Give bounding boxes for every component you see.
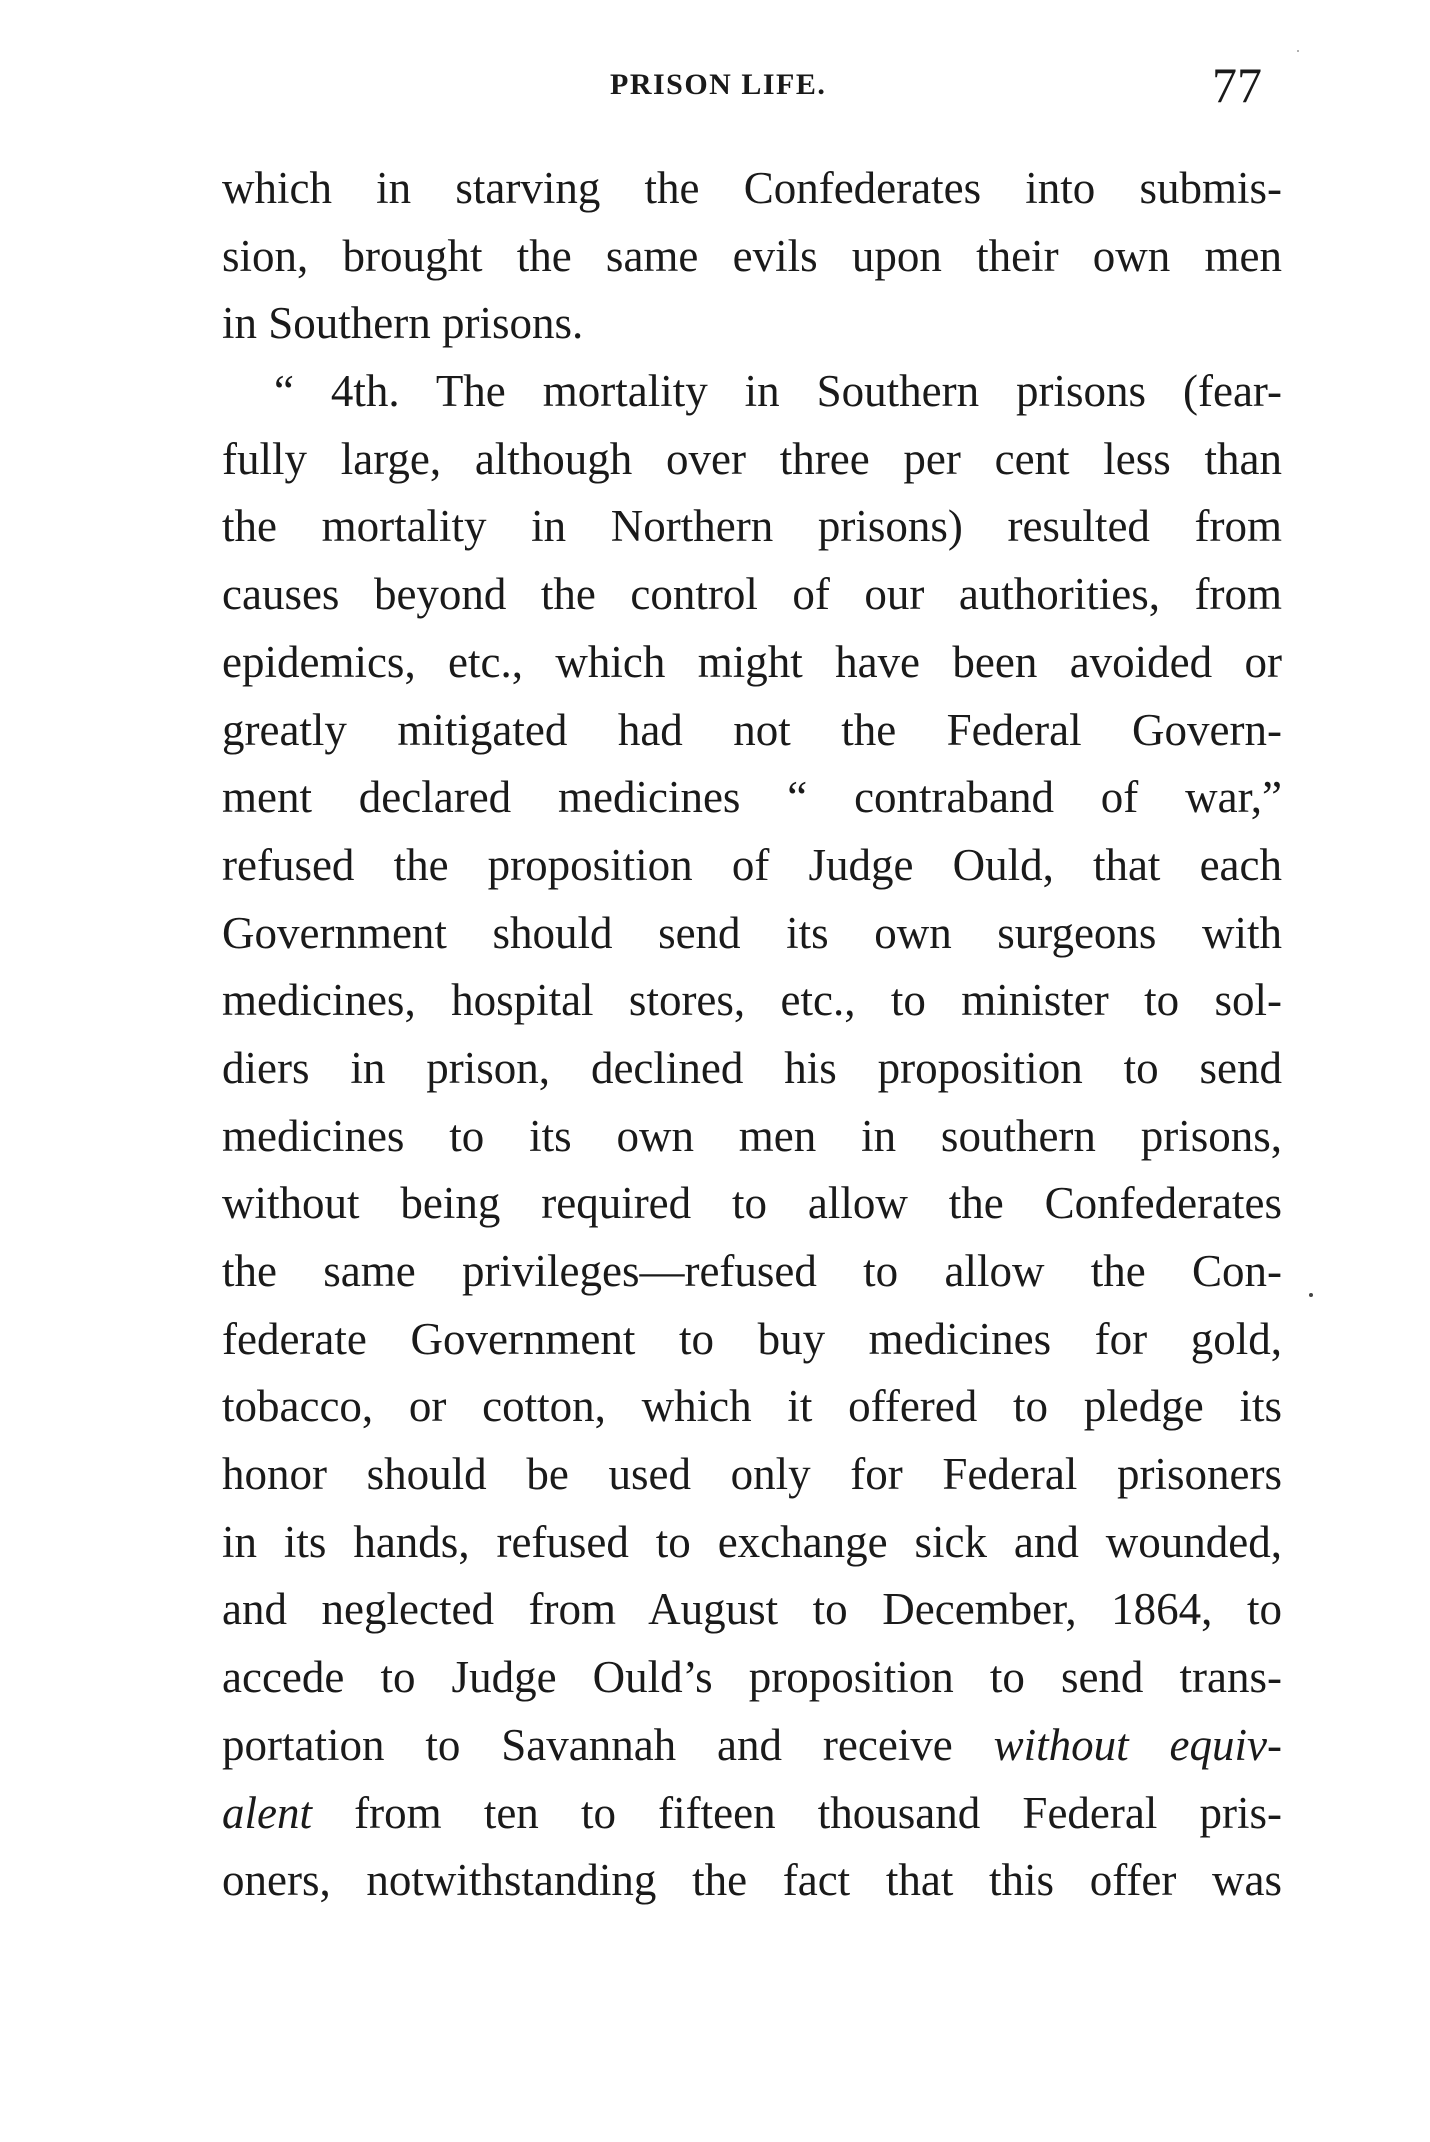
page-number: 77	[1212, 57, 1262, 113]
text-line: sion, brought the same evils upon their own men	[222, 230, 1282, 281]
text-line: causes beyond the control of our authorities, from	[222, 569, 1282, 620]
text-line: the mortality in Northern prisons) resulted from	[222, 501, 1282, 552]
text-segment: portation to Savannah and receive	[222, 1719, 953, 1770]
text-line: the same privileges—refused to allow the Con-	[222, 1246, 1282, 1296]
text-line: tobacco, or cotton, which it offered to pledge its	[222, 1381, 1282, 1432]
text-line: medicines to its own men in southern prisons,	[222, 1110, 1282, 1161]
text-line: federate Government to buy medicines for gold,	[222, 1313, 1282, 1364]
text-line: refused the proposition of Judge Ould, that each	[222, 839, 1282, 890]
text-line: without being required to allow the Confederates	[222, 1178, 1282, 1229]
text-line: in Southern prisons.	[222, 298, 584, 349]
italic-segment: alent	[222, 1787, 312, 1838]
text-line: which in starving the Confederates into submis-	[222, 163, 1282, 213]
margin-speck	[1309, 1293, 1313, 1297]
text-line: epidemics, etc., which might have been avoided or	[222, 636, 1282, 687]
text-line: Government should send its own surgeons with	[222, 907, 1282, 958]
margin-speck	[1297, 50, 1299, 52]
text-line: greatly mitigated had not the Federal Govern-	[222, 704, 1282, 755]
text-line: medicines, hospital stores, etc., to minister to sol-	[222, 975, 1282, 1026]
text-line: and neglected from August to December, 1864, to	[222, 1584, 1282, 1635]
text-line: ment declared medicines “ contraband of war,”	[222, 772, 1282, 823]
text-line: honor should be used only for Federal prisoners	[222, 1449, 1282, 1500]
text-segment: from ten to fifteen thousand Federal pris-	[354, 1787, 1283, 1838]
text-line: accede to Judge Ould’s proposition to send trans-	[222, 1652, 1282, 1703]
text-line: oners, notwithstanding the fact that this offer was	[222, 1855, 1282, 1906]
text-line: diers in prison, declined his proposition to send	[222, 1042, 1282, 1093]
text-line-with-italic	[222, 1712, 1282, 1780]
italic-segment: without equiv-	[993, 1719, 1282, 1770]
text-line: fully large, although over three per cent less than	[222, 433, 1282, 484]
body-text	[222, 155, 1282, 1915]
running-title: PRISON LIFE.	[610, 68, 827, 101]
text-line: “ 4th. The mortality in Southern prisons (fear-	[274, 366, 1282, 417]
text-line: in its hands, refused to exchange sick and wounded,	[222, 1516, 1282, 1567]
text-line-with-italic	[222, 1780, 1282, 1848]
